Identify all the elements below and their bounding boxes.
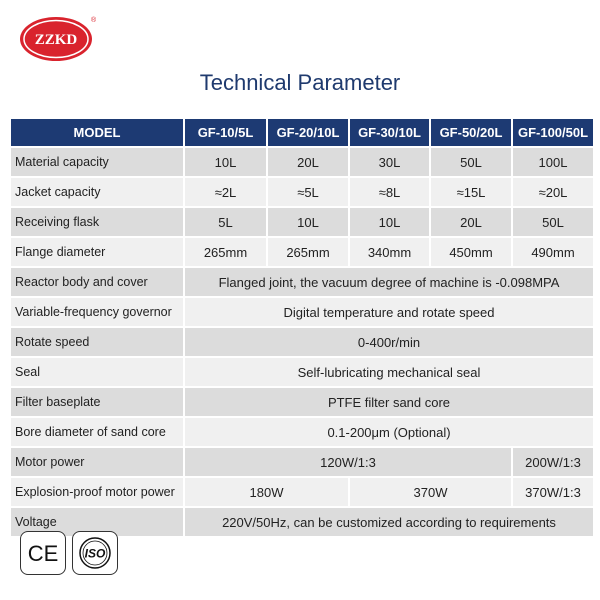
- table-cell: ≈20L: [513, 178, 593, 206]
- table-cell-merged: 220V/50Hz, can be customized according to requirements: [185, 508, 593, 536]
- page-title: Technical Parameter: [199, 70, 401, 95]
- table-cell: 450mm: [431, 238, 511, 266]
- header-gf-30-10l: GF-30/10L: [350, 119, 429, 146]
- row-label: Variable-frequency governor: [11, 298, 183, 326]
- table-cell: 5L: [185, 208, 266, 236]
- row-label: Filter baseplate: [11, 388, 183, 416]
- table-cell: 200W/1:3: [513, 448, 593, 476]
- table-row: [11, 208, 593, 236]
- table-cell-merged: Self-lubricating mechanical seal: [185, 358, 593, 386]
- row-label: Rotate speed: [11, 328, 183, 356]
- table-cell-merged: Flanged joint, the vacuum degree of machine is -0.098MPA: [185, 268, 593, 296]
- table-cell-merged: 180W: [185, 478, 348, 506]
- table-cell-merged: 0.1-200μm (Optional): [185, 418, 593, 446]
- header-gf-50-20l: GF-50/20L: [431, 119, 511, 146]
- table-row: [11, 388, 593, 416]
- row-label: Explosion-proof motor power: [11, 478, 183, 506]
- row-label: Bore diameter of sand core: [11, 418, 183, 446]
- table-row: [11, 238, 593, 266]
- row-label: Receiving flask: [11, 208, 183, 236]
- zzkd-logo: [16, 14, 96, 64]
- header-gf-20-10l: GF-20/10L: [268, 119, 348, 146]
- table-cell: 50L: [513, 208, 593, 236]
- iso-mark-icon: [72, 531, 118, 575]
- table-cell: 340mm: [350, 238, 429, 266]
- table-cell: 100L: [513, 148, 593, 176]
- table-cell: 50L: [431, 148, 511, 176]
- table-cell: 490mm: [513, 238, 593, 266]
- table-row: [11, 298, 593, 326]
- table-row: [11, 358, 593, 386]
- row-label: Material capacity: [11, 148, 183, 176]
- table-cell: 10L: [268, 208, 348, 236]
- table-cell-merged: Digital temperature and rotate speed: [185, 298, 593, 326]
- header-gf-10-5l: GF-10/5L: [185, 119, 266, 146]
- table-cell: ≈15L: [431, 178, 511, 206]
- row-label: Flange diameter: [11, 238, 183, 266]
- table-row: [11, 418, 593, 446]
- row-label: Reactor body and cover: [11, 268, 183, 296]
- table-cell-merged: 120W/1:3: [185, 448, 511, 476]
- table-row: [11, 478, 593, 506]
- table-cell: 10L: [350, 208, 429, 236]
- table-cell-merged: 370W: [350, 478, 511, 506]
- table-cell-merged: PTFE filter sand core: [185, 388, 593, 416]
- table-cell: 370W/1:3: [513, 478, 593, 506]
- table-row: [11, 178, 593, 206]
- table-cell: 30L: [350, 148, 429, 176]
- row-label: Motor power: [11, 448, 183, 476]
- table-row: [11, 328, 593, 356]
- table-cell: ≈8L: [350, 178, 429, 206]
- table-row: [11, 448, 593, 476]
- iso-text: ISO: [84, 546, 106, 561]
- table-cell: ≈5L: [268, 178, 348, 206]
- table-cell: 20L: [431, 208, 511, 236]
- table-cell: 10L: [185, 148, 266, 176]
- table-row: [11, 268, 593, 296]
- table-header-row: [11, 119, 593, 146]
- table-cell: 20L: [268, 148, 348, 176]
- table-cell: 265mm: [185, 238, 266, 266]
- table-cell: ≈2L: [185, 178, 266, 206]
- header-model: MODEL: [11, 119, 183, 146]
- registered-mark: ®: [91, 17, 96, 24]
- header-gf-100-50l: GF-100/50L: [513, 119, 593, 146]
- spec-table: [9, 117, 595, 538]
- certification-logos: [20, 531, 118, 575]
- table-cell: 265mm: [268, 238, 348, 266]
- row-label: Voltage: [11, 508, 183, 536]
- ce-text: CE: [27, 541, 59, 566]
- row-label: Jacket capacity: [11, 178, 183, 206]
- logo-text: ZZKD: [34, 32, 78, 48]
- table-cell-merged: 0-400r/min: [185, 328, 593, 356]
- ce-mark-icon: [20, 531, 66, 575]
- table-row: [11, 148, 593, 176]
- row-label: Seal: [11, 358, 183, 386]
